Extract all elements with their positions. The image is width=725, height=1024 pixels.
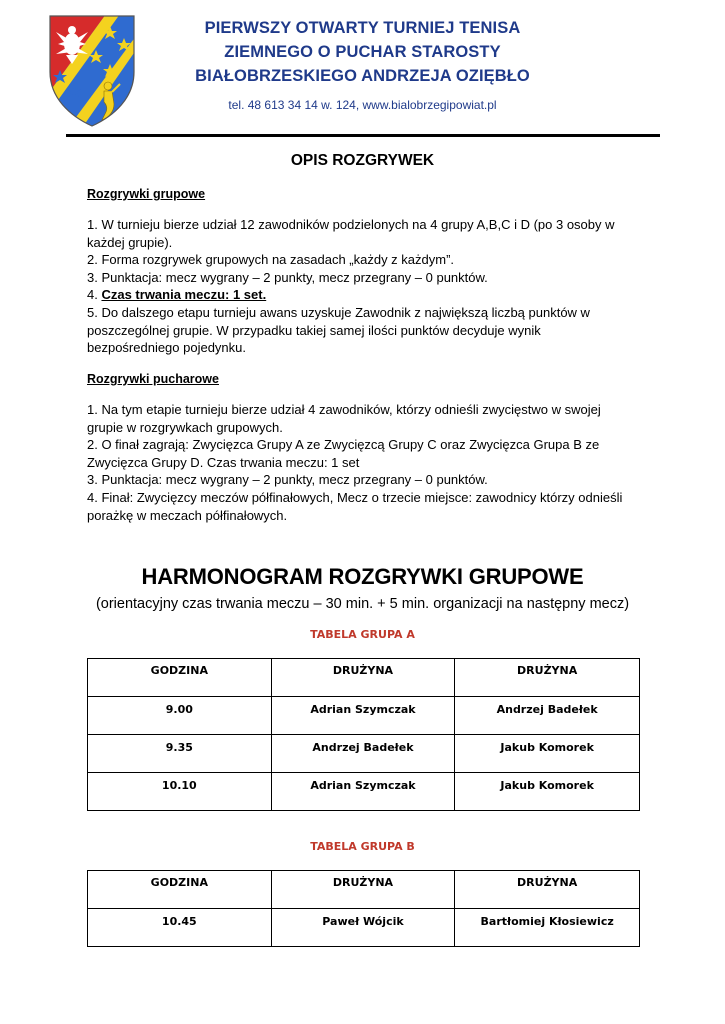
group-rule-4-prefix: 4.	[87, 287, 102, 303]
player-cell: Paweł Wójcik	[271, 909, 455, 947]
schedule-subtitle: (orientacyjny czas trwania meczu – 30 min. + 5 min. organizacji na następny mecz)	[95, 596, 630, 612]
group-rule-line: każdej grupie).	[87, 234, 173, 250]
cup-rule-line: 2. O finał zagrają: Zwycięzca Grupy A ze Zwycięzcą Grupy C oraz Zwycięzca Grupa B ze	[87, 437, 600, 453]
table-a-label: TABELA GRUPA A	[310, 628, 415, 641]
cup-rules-text	[87, 401, 647, 524]
group-b-table	[87, 870, 640, 947]
header-divider	[66, 134, 660, 137]
table-row	[88, 697, 640, 735]
player-cell: Andrzej Badełek	[271, 735, 455, 773]
header-title-line-1: PIERWSZY OTWARTY TURNIEJ TENISA	[204, 19, 521, 37]
time-cell: 9.00	[88, 697, 272, 735]
header-cell: GODZINA	[88, 659, 272, 697]
player-cell: Bartłomiej Kłosiewicz	[455, 909, 640, 947]
player-cell: Jakub Komorek	[455, 773, 640, 811]
header-cell: DRUŻYNA	[455, 871, 640, 909]
table-header-row	[88, 659, 640, 697]
player-cell: Adrian Szymczak	[271, 773, 455, 811]
cup-rule-line: porażkę w meczach półfinałowych.	[87, 507, 288, 523]
cup-rule-line: 1. Na tym etapie turnieju bierze udział 4 zawodników, którzy odnieśli zwycięstwo w swojej	[87, 402, 601, 417]
coat-of-arms-logo	[48, 14, 136, 128]
cup-rule-line: 3. Punktacja: mecz wygrany – 2 punkty, mecz przegrany – 0 punktów.	[87, 472, 488, 488]
table-row	[88, 735, 640, 773]
group-rule-line: 1. W turnieju bierze udział 12 zawodników podzielonych na 4 grupy A,B,C i D (po 3 osoby w	[87, 217, 615, 232]
table-row	[88, 773, 640, 811]
player-cell: Andrzej Badełek	[455, 697, 640, 735]
match-duration-rule: Czas trwania meczu: 1 set.	[101, 287, 267, 303]
header-title-line-3: BIAŁOBRZESKIEGO ANDRZEJA OZIĘBŁO	[195, 67, 530, 85]
cup-rule-line: grupie w rozgrywkach grupowych.	[87, 419, 283, 435]
group-rule-line: 2. Forma rozgrywek grupowych na zasadach „każdy z każdym”.	[87, 252, 455, 268]
table-header-row	[88, 871, 640, 909]
header-cell: GODZINA	[88, 871, 272, 909]
group-a-table	[87, 658, 640, 811]
group-rule-line: 5. Do dalszego etapu turnieju awans uzyskuje Zawodnik z największą liczbą punktów w	[87, 304, 590, 320]
schedule-title: HARMONOGRAM ROZGRYWKI GRUPOWE	[141, 564, 584, 589]
player-cell: Jakub Komorek	[455, 735, 640, 773]
time-cell: 9.35	[88, 735, 272, 773]
opis-title: OPIS ROZGRYWEK	[290, 152, 435, 169]
header-cell: DRUŻYNA	[271, 659, 455, 697]
group-rules-text	[87, 216, 647, 357]
cup-rules-heading: Rozgrywki pucharowe	[87, 372, 219, 386]
group-rule-line: 3. Punktacja: mecz wygrany – 2 punkty, mecz przegrany – 0 punktów.	[87, 269, 488, 285]
cup-rule-line: Zwycięzca Grupy D. Czas trwania meczu: 1 set	[87, 454, 360, 470]
table-b-label: TABELA GRUPA B	[310, 840, 415, 853]
group-rule-line: bezpośredniego pojedynku.	[87, 340, 247, 356]
header-title-line-2: ZIEMNEGO O PUCHAR STAROSTY	[224, 43, 501, 61]
cup-rule-line: 4. Finał: Zwycięzcy meczów półfinałowych, Mecz o trzecie miejsce: zawodnicy którzy odnieśli	[87, 489, 623, 505]
header-contact: tel. 48 613 34 14 w. 124, www.bialobrzegipowiat.pl	[228, 98, 497, 112]
group-rules-heading: Rozgrywki grupowe	[87, 187, 206, 201]
header-cell: DRUŻYNA	[271, 871, 455, 909]
group-rule-line: poszczególnej grupie. W przypadku takiej samej ilości punktów decyduje wynik	[87, 322, 541, 338]
time-cell: 10.45	[88, 909, 272, 947]
group-rule-line-4	[87, 286, 647, 304]
table-row	[88, 909, 640, 947]
player-cell: Adrian Szymczak	[271, 697, 455, 735]
header-cell: DRUŻYNA	[455, 659, 640, 697]
time-cell: 10.10	[88, 773, 272, 811]
